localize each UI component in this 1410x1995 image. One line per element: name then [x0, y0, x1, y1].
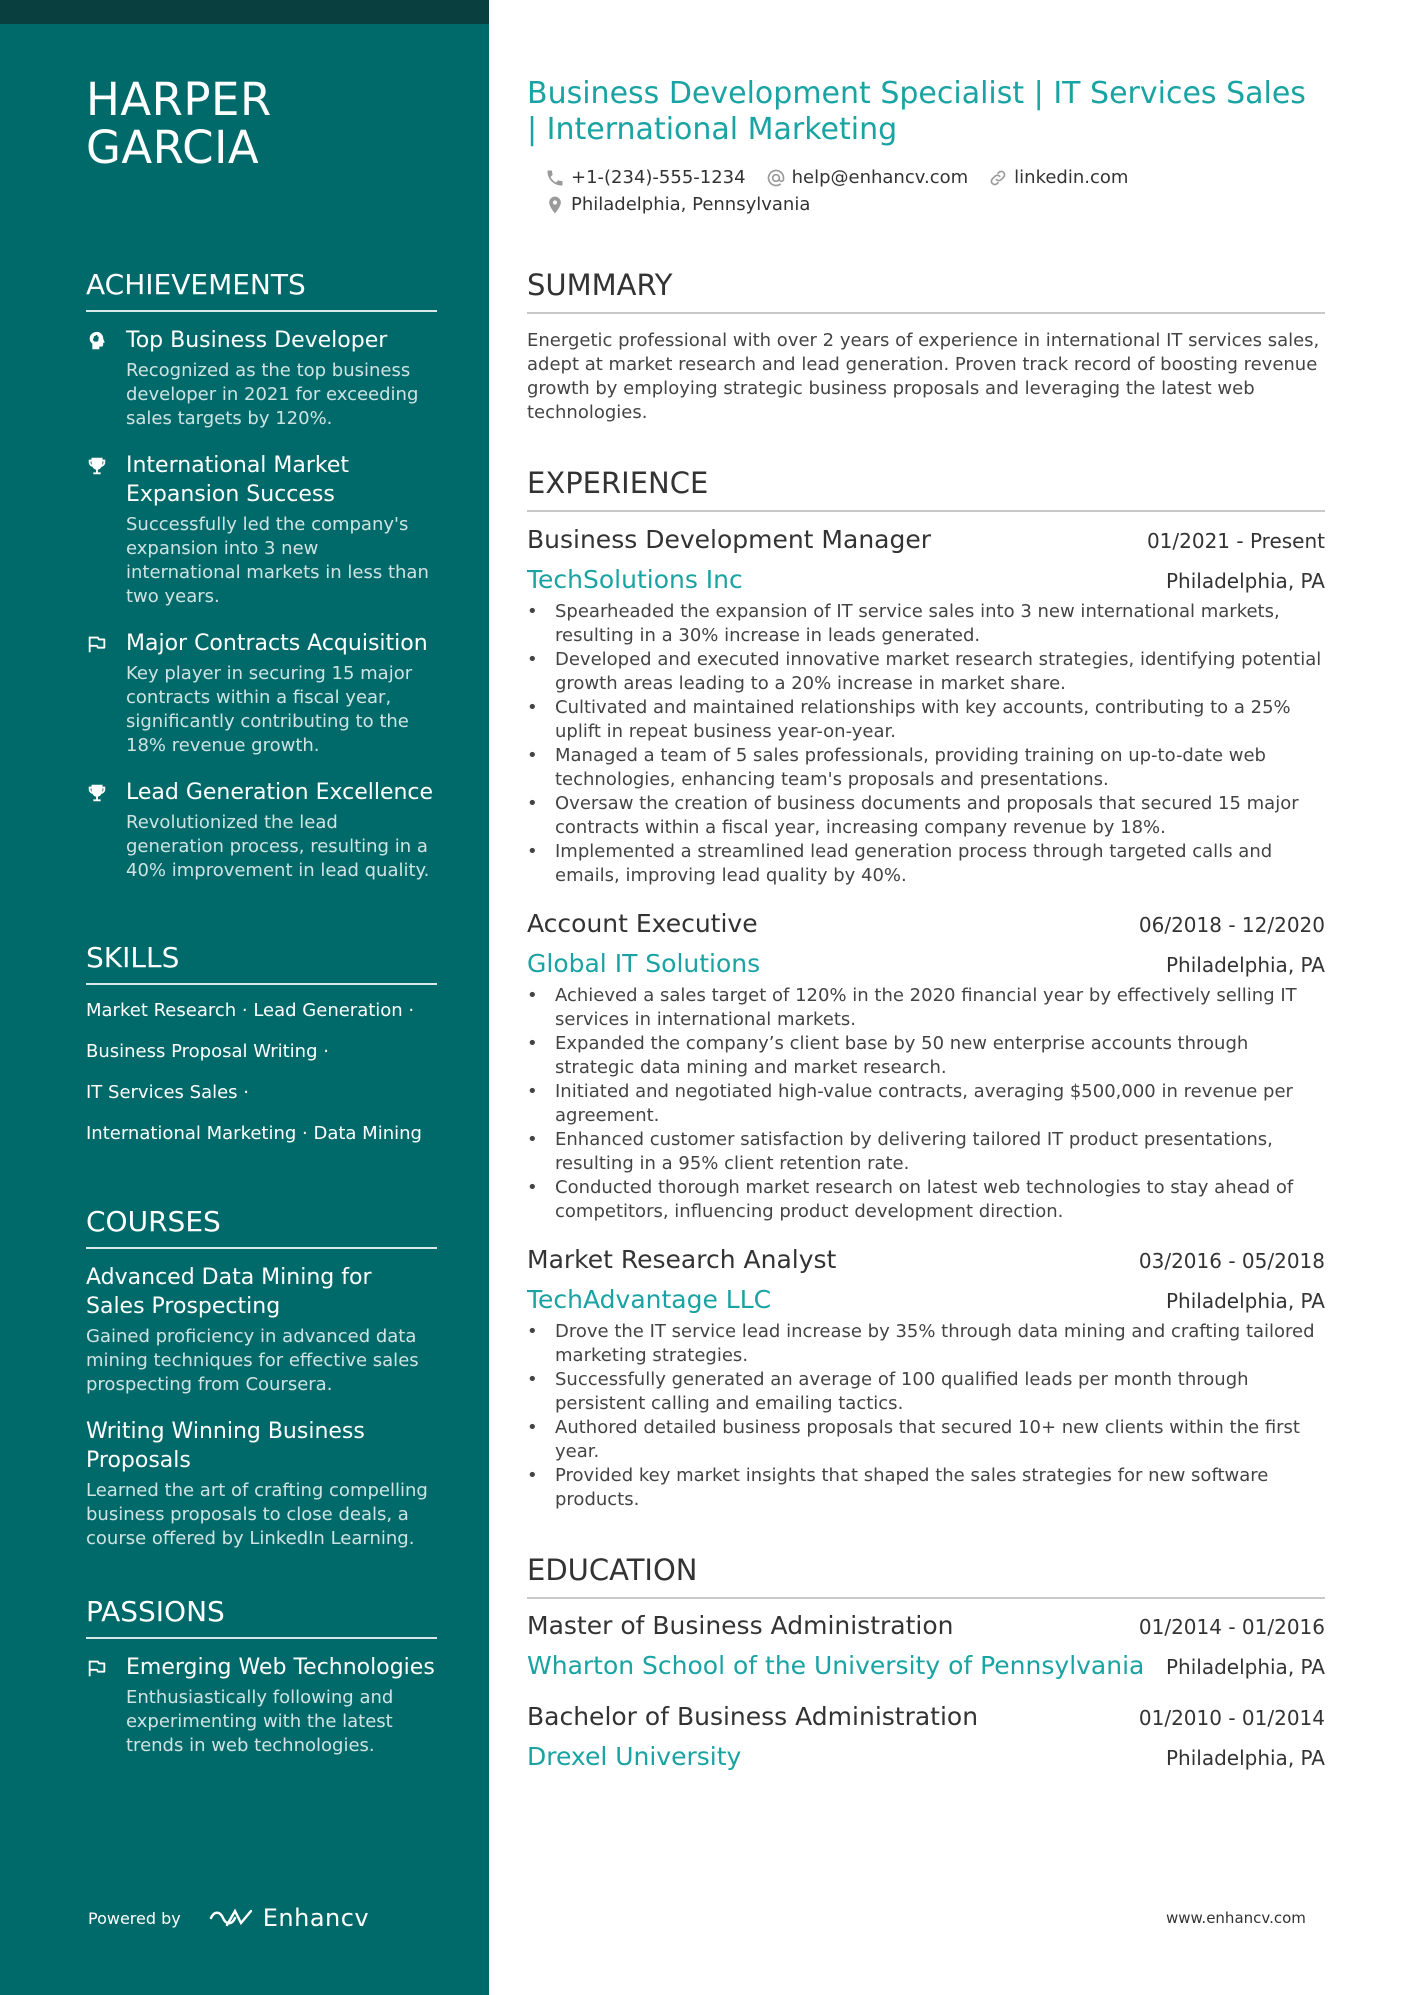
- passions-section: [86, 1595, 437, 1778]
- achievement-item: [86, 629, 437, 758]
- flag-icon: [86, 1653, 126, 1758]
- summary-text: Energetic professional with over 2 years of experience in international IT services sales, adept at market research and lead generation. Proven track record of boosting revenue growth by employing strategic business proposals and leveraging the latest web technologies.: [527, 330, 1320, 423]
- location-pin-icon: [545, 195, 565, 215]
- email-item[interactable]: [766, 164, 969, 191]
- brain-icon: [86, 326, 126, 431]
- powered-by: [88, 1904, 369, 1932]
- job-bullet: • Expanded the company’s client base by 50 new enterprise accounts through strategic data mining and market research.: [527, 1032, 1325, 1080]
- skill-row: Market Research · Lead Generation ·: [86, 1000, 415, 1021]
- achievement-desc: Recognized as the top business developer in 2021 for exceeding sales targets by 120%.: [126, 360, 419, 429]
- powered-by-label: Powered by: [88, 1908, 181, 1928]
- achievement-desc: Successfully led the company's expansion into 3 new international markets in less than two years.: [126, 514, 429, 607]
- job-bullets: [527, 600, 1325, 888]
- skills-section: [86, 941, 437, 1163]
- job-bullet: • Successfully generated an average of 100 qualified leads per month through persistent calling and emailing tactics.: [527, 1368, 1325, 1416]
- brand-name: Enhancv: [262, 1904, 370, 1932]
- course-title: Advanced Data Mining for Sales Prospecting: [86, 1265, 372, 1319]
- job-location: Philadelphia, PA: [1165, 953, 1325, 977]
- education-location: Philadelphia, PA: [1165, 1655, 1325, 1679]
- job-bullets: [527, 984, 1325, 1224]
- job-entry: [527, 524, 1325, 888]
- education-location: Philadelphia, PA: [1165, 1746, 1325, 1770]
- achievements-section: [86, 268, 437, 903]
- first-name: HARPER: [86, 73, 272, 126]
- job-bullet: • Authored detailed business proposals that secured 10+ new clients within the first year.: [527, 1416, 1325, 1464]
- job-location: Philadelphia, PA: [1165, 569, 1325, 593]
- course-item: [86, 1417, 437, 1551]
- achievement-title: Major Contracts Acquisition: [126, 631, 428, 656]
- achievement-title: Top Business Developer: [126, 328, 388, 353]
- job-bullet: • Enhanced customer satisfaction by delivering tailored IT product presentations, resulting in a 95% client retention rate.: [527, 1128, 1325, 1176]
- job-entry: [527, 908, 1325, 1224]
- location-item: [545, 191, 810, 218]
- passion-item: [86, 1653, 437, 1758]
- enhancv-logo[interactable]: [207, 1904, 369, 1932]
- job-bullet: • Achieved a sales target of 120% in the 2020 financial year by effectively selling IT services in international markets.: [527, 984, 1325, 1032]
- job-bullet: • Initiated and negotiated high-value contracts, averaging $500,000 in revenue per agreement.: [527, 1080, 1325, 1128]
- job-company: TechSolutions Inc: [527, 565, 743, 594]
- job-bullet: • Managed a team of 5 sales professionals, providing training on up-to-date web technologies, enhancing team's proposals and presentations.: [527, 744, 1325, 792]
- achievement-item: [86, 451, 437, 609]
- job-title: Account Executive: [527, 909, 758, 938]
- job-bullet: • Oversaw the creation of business documents and proposals that secured 15 major contracts within a fiscal year, increasing company revenue by 18%.: [527, 792, 1325, 840]
- degree-title: Master of Business Administration: [527, 1611, 954, 1640]
- education-dates: 01/2010 - 01/2014: [1138, 1706, 1325, 1730]
- website-text: linkedin.com: [1014, 167, 1129, 188]
- education-entry: [527, 1701, 1325, 1773]
- courses-heading: COURSES: [86, 1205, 437, 1249]
- phone-item[interactable]: [545, 164, 746, 191]
- last-name: GARCIA: [86, 121, 260, 174]
- degree-title: Bachelor of Business Administration: [527, 1702, 979, 1731]
- skills-heading: SKILLS: [86, 941, 437, 985]
- website-item[interactable]: [988, 164, 1128, 191]
- job-bullet: • Drove the IT service lead increase by 35% through data mining and crafting tailored marketing strategies.: [527, 1320, 1325, 1368]
- job-bullet: • Cultivated and maintained relationships with key accounts, contributing to a 25% uplift in repeat business year-on-year.: [527, 696, 1325, 744]
- sidebar: [0, 0, 489, 1995]
- passion-desc: Enthusiastically following and experimenting with the latest trends in web technologies.: [126, 1687, 394, 1756]
- education-heading: EDUCATION: [527, 1553, 1325, 1599]
- phone-icon: [545, 168, 565, 188]
- headline: Business Development Specialist | IT Services Sales | International Marketing: [527, 76, 1306, 147]
- job-bullet: • Spearheaded the expansion of IT service sales into 3 new international markets, resulting in a 30% increase in leads generated.: [527, 600, 1325, 648]
- trophy-icon: [86, 778, 126, 883]
- course-item: [86, 1263, 437, 1397]
- job-dates: 01/2021 - Present: [1146, 529, 1325, 553]
- skill-row: Business Proposal Writing ·: [86, 1041, 329, 1062]
- job-bullet: • Provided key market insights that shaped the sales strategies for new software products.: [527, 1464, 1325, 1512]
- achievement-title: Lead Generation Excellence: [126, 780, 434, 805]
- job-dates: 03/2016 - 05/2018: [1138, 1249, 1325, 1273]
- job-entry: [527, 1244, 1325, 1512]
- phone-text: +1-(234)-555-1234: [571, 167, 746, 188]
- trophy-icon: [86, 451, 126, 609]
- course-desc: Gained proficiency in advanced data mining techniques for effective sales prospecting from Coursera.: [86, 1326, 419, 1395]
- education-dates: 01/2014 - 01/2016: [1138, 1615, 1325, 1639]
- school-name: Drexel University: [527, 1742, 742, 1771]
- footer-url[interactable]: www.enhancv.com: [1166, 1909, 1306, 1927]
- job-company: TechAdvantage LLC: [527, 1285, 772, 1314]
- candidate-name: [86, 73, 272, 174]
- school-name: Wharton School of the University of Pennsylvania: [527, 1651, 1145, 1680]
- email-text: help@enhancv.com: [791, 167, 969, 188]
- contact-info: [545, 164, 1325, 218]
- at-icon: [766, 168, 786, 188]
- job-title: Market Research Analyst: [527, 1245, 837, 1274]
- summary-heading: SUMMARY: [527, 268, 1325, 314]
- achievement-desc: Key player in securing 15 major contracts within a fiscal year, significantly contributing to the 18% revenue growth.: [126, 663, 413, 756]
- skill-row: IT Services Sales ·: [86, 1082, 250, 1103]
- job-company: Global IT Solutions: [527, 949, 761, 978]
- passion-title: Emerging Web Technologies: [126, 1655, 435, 1680]
- achievement-item: [86, 326, 437, 431]
- flag-icon: [86, 629, 126, 758]
- achievement-item: [86, 778, 437, 883]
- location-text: Philadelphia, Pennsylvania: [571, 194, 811, 215]
- achievements-heading: ACHIEVEMENTS: [86, 268, 437, 312]
- course-title: Writing Winning Business Proposals: [86, 1419, 365, 1473]
- skill-row: International Marketing · Data Mining: [86, 1123, 422, 1144]
- experience-heading: EXPERIENCE: [527, 466, 1325, 512]
- job-dates: 06/2018 - 12/2020: [1138, 913, 1325, 937]
- job-bullets: [527, 1320, 1325, 1512]
- job-bullet: • Implemented a streamlined lead generation process through targeted calls and emails, improving lead quality by 40%.: [527, 840, 1325, 888]
- education-entry: [527, 1610, 1325, 1682]
- passions-heading: PASSIONS: [86, 1595, 437, 1639]
- achievement-desc: Revolutionized the lead generation process, resulting in a 40% improvement in lead quality.: [126, 812, 430, 881]
- job-title: Business Development Manager: [527, 525, 932, 554]
- sidebar-top-band: [0, 0, 489, 24]
- link-icon: [988, 168, 1008, 188]
- course-desc: Learned the art of crafting compelling business proposals to close deals, a course offered by LinkedIn Learning.: [86, 1480, 428, 1549]
- achievement-title: International Market Expansion Success: [126, 453, 350, 507]
- enhancv-logo-icon: [207, 1905, 255, 1931]
- job-location: Philadelphia, PA: [1165, 1289, 1325, 1313]
- courses-section: [86, 1205, 437, 1571]
- job-bullet: • Developed and executed innovative market research strategies, identifying potential growth areas leading to a 20% increase in market share.: [527, 648, 1325, 696]
- job-bullet: • Conducted thorough market research on latest web technologies to stay ahead of competitors, influencing product development direction.: [527, 1176, 1325, 1224]
